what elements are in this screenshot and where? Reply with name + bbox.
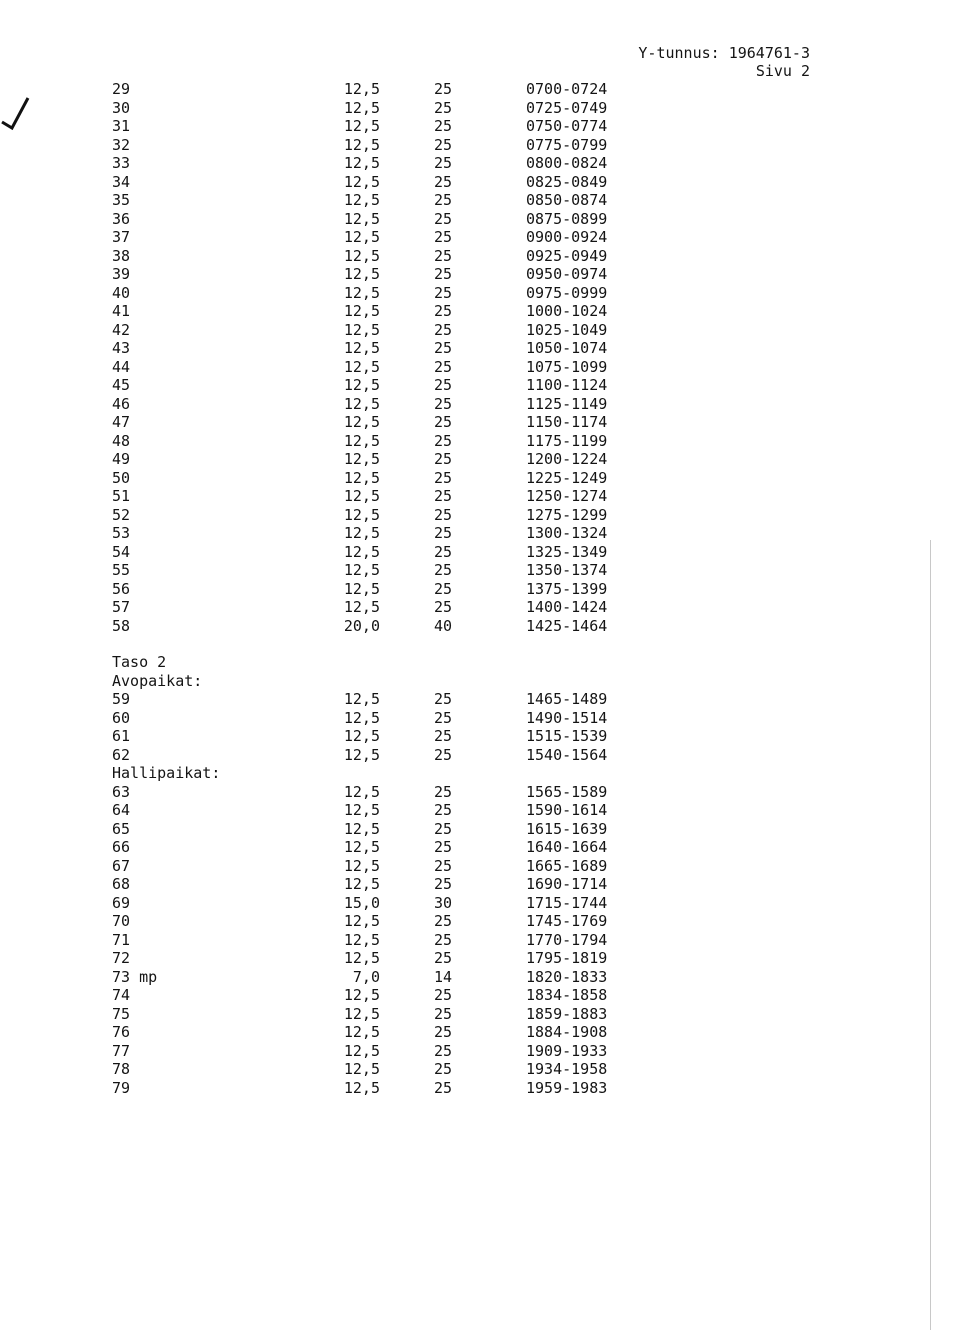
space-capacity: 25 [434,782,453,801]
space-number: 57 [112,598,131,616]
space-range: 1715-1744 [526,893,608,912]
space-capacity: 25 [434,542,453,561]
space-range: 1959-1983 [526,1078,608,1097]
table-row [112,450,672,469]
table-row [112,173,672,192]
space-capacity: 25 [434,135,453,154]
space-size: 12,5 [343,856,380,875]
space-number: 62 [112,745,131,764]
space-capacity: 25 [434,1078,453,1097]
space-number: 67 [112,856,131,875]
space-size: 12,5 [343,135,380,154]
space-capacity: 25 [434,117,453,135]
space-size: 12,5 [343,949,380,967]
space-number: 77 [112,1041,131,1060]
space-size: 12,5 [343,431,380,450]
space-number: 53 [112,524,131,542]
space-range: 1745-1769 [526,912,608,930]
table-row [112,99,672,118]
space-number: 64 [112,801,131,819]
space-capacity: 25 [434,690,453,708]
table-row [112,284,672,303]
space-capacity: 25 [434,468,453,487]
table-row [112,136,672,155]
table-row [112,1042,672,1061]
space-size: 12,5 [343,875,380,893]
space-size: 12,5 [343,209,380,228]
space-number: 73 mp [112,967,158,986]
space-range: 1640-1664 [526,838,608,856]
scan-edge-line [930,540,931,1330]
table-row [112,690,672,709]
space-capacity: 25 [434,376,453,394]
business-id: Y-tunnus: 1964761-3 [638,44,810,62]
open-spaces-label: Avopaikat: [112,671,203,690]
space-range: 1515-1539 [526,727,608,745]
space-size: 7,0 [352,967,380,986]
space-number: 45 [112,376,131,394]
space-number: 54 [112,542,131,561]
space-range: 1565-1589 [526,782,608,801]
space-number: 33 [112,154,131,172]
space-capacity: 25 [434,431,453,450]
space-capacity: 25 [434,265,453,283]
space-number: 76 [112,1023,131,1041]
space-size: 12,5 [343,80,380,98]
space-size: 12,5 [343,339,380,357]
check-mark-icon [0,92,30,132]
space-range: 0825-0849 [526,172,608,191]
space-size: 12,5 [343,1078,380,1097]
table-row [112,801,672,820]
space-range: 1350-1374 [526,561,608,579]
space-size: 12,5 [343,394,380,413]
space-capacity: 25 [434,283,453,302]
space-number: 79 [112,1078,131,1097]
space-number: 50 [112,468,131,487]
space-size: 12,5 [343,782,380,801]
space-number: 51 [112,487,131,505]
table-row [112,265,672,284]
table-row [112,727,672,746]
table-row [112,469,672,488]
space-size: 12,5 [343,1060,380,1078]
space-range: 1465-1489 [526,690,608,708]
space-size: 12,5 [343,1023,380,1041]
space-size: 12,5 [343,98,380,117]
table-row [112,561,672,580]
space-capacity: 25 [434,209,453,228]
space-size: 12,5 [343,598,380,616]
space-number: 43 [112,339,131,357]
space-number: 65 [112,819,131,838]
table-row [112,358,672,377]
space-range: 1820-1833 [526,967,608,986]
table-row [112,154,672,173]
space-range: 1100-1124 [526,376,608,394]
space-range: 0850-0874 [526,191,608,209]
table-row [112,1060,672,1079]
space-range: 1425-1464 [526,616,608,635]
space-size: 12,5 [343,912,380,930]
space-size: 12,5 [343,172,380,191]
page-header [638,44,810,80]
space-number: 30 [112,98,131,117]
table-row [112,709,672,728]
space-range: 0950-0974 [526,265,608,283]
space-range: 0750-0774 [526,117,608,135]
space-range: 0725-0749 [526,98,608,117]
table-row [112,986,672,1005]
space-capacity: 25 [434,450,453,468]
space-range: 1590-1614 [526,801,608,819]
table-row [112,598,672,617]
table-row [112,1005,672,1024]
space-range: 1859-1883 [526,1004,608,1023]
table-row [112,838,672,857]
space-size: 12,5 [343,487,380,505]
table-row [112,191,672,210]
space-range: 0800-0824 [526,154,608,172]
space-range: 1000-1024 [526,302,608,320]
space-number: 66 [112,838,131,856]
space-capacity: 25 [434,154,453,172]
space-range: 0900-0924 [526,228,608,246]
space-number: 55 [112,561,131,579]
space-range: 1400-1424 [526,598,608,616]
space-number: 75 [112,1004,131,1023]
page-number: Sivu 2 [755,62,810,80]
table-row [112,321,672,340]
space-range: 1225-1249 [526,468,608,487]
space-size: 12,5 [343,579,380,598]
space-capacity: 25 [434,487,453,505]
space-number: 32 [112,135,131,154]
table-row [112,228,672,247]
table-row [112,117,672,136]
space-capacity: 25 [434,930,453,949]
table-row [112,746,672,765]
space-number: 37 [112,228,131,246]
table-row [112,395,672,414]
table-row [112,912,672,931]
table-row [112,80,672,99]
table-row [112,968,672,987]
table-row [112,949,672,968]
space-capacity: 25 [434,191,453,209]
space-capacity: 14 [434,967,453,986]
space-size: 12,5 [343,228,380,246]
space-size: 12,5 [343,357,380,376]
space-number: 71 [112,930,131,949]
space-size: 12,5 [343,690,380,708]
space-size: 12,5 [343,542,380,561]
space-range: 1375-1399 [526,579,608,598]
space-size: 12,5 [343,320,380,339]
space-range: 1275-1299 [526,505,608,524]
table-row [112,247,672,266]
space-capacity: 25 [434,875,453,893]
space-capacity: 25 [434,579,453,598]
space-size: 12,5 [343,154,380,172]
space-range: 1770-1794 [526,930,608,949]
space-size: 12,5 [343,265,380,283]
space-capacity: 25 [434,801,453,819]
space-size: 12,5 [343,727,380,745]
space-number: 52 [112,505,131,524]
space-size: 12,5 [343,117,380,135]
space-number: 60 [112,708,131,727]
space-number: 47 [112,413,131,431]
space-range: 0700-0724 [526,80,608,98]
table-row [112,432,672,451]
space-capacity: 25 [434,246,453,265]
space-capacity: 25 [434,838,453,856]
space-size: 12,5 [343,819,380,838]
space-range: 1200-1224 [526,450,608,468]
space-number: 38 [112,246,131,265]
space-capacity: 25 [434,986,453,1004]
space-range: 1909-1933 [526,1041,608,1060]
space-capacity: 25 [434,172,453,191]
table-row [112,894,672,913]
space-number: 63 [112,782,131,801]
space-size: 12,5 [343,1041,380,1060]
space-range: 1300-1324 [526,524,608,542]
space-number: 68 [112,875,131,893]
space-capacity: 25 [434,357,453,376]
parking-table [112,80,672,1097]
table-row [112,857,672,876]
space-size: 12,5 [343,450,380,468]
space-range: 1025-1049 [526,320,608,339]
table-row [112,1023,672,1042]
table-row [112,783,672,802]
table-row [112,580,672,599]
space-number: 56 [112,579,131,598]
space-capacity: 25 [434,524,453,542]
space-number: 36 [112,209,131,228]
space-range: 1175-1199 [526,431,608,450]
space-size: 12,5 [343,246,380,265]
space-capacity: 25 [434,228,453,246]
space-size: 15,0 [343,893,380,912]
space-range: 1884-1908 [526,1023,608,1041]
space-size: 12,5 [343,468,380,487]
space-size: 12,5 [343,413,380,431]
table-row [112,820,672,839]
space-number: 40 [112,283,131,302]
space-capacity: 25 [434,819,453,838]
space-size: 12,5 [343,505,380,524]
space-number: 61 [112,727,131,745]
space-range: 1795-1819 [526,949,608,967]
space-size: 12,5 [343,838,380,856]
space-size: 12,5 [343,561,380,579]
block-1-rows [112,80,672,635]
space-number: 48 [112,431,131,450]
space-capacity: 25 [434,80,453,98]
space-capacity: 30 [434,893,453,912]
table-row [112,875,672,894]
table-row [112,506,672,525]
space-range: 1075-1099 [526,357,608,376]
space-range: 0925-0949 [526,246,608,265]
space-range: 1050-1074 [526,339,608,357]
space-number: 44 [112,357,131,376]
space-size: 12,5 [343,524,380,542]
space-size: 12,5 [343,745,380,764]
space-capacity: 25 [434,1023,453,1041]
space-size: 12,5 [343,708,380,727]
space-capacity: 25 [434,708,453,727]
space-size: 12,5 [343,283,380,302]
space-range: 1690-1714 [526,875,608,893]
space-capacity: 25 [434,561,453,579]
space-number: 58 [112,616,131,635]
space-number: 78 [112,1060,131,1078]
space-capacity: 25 [434,98,453,117]
space-capacity: 25 [434,1060,453,1078]
space-number: 41 [112,302,131,320]
space-size: 20,0 [343,616,380,635]
space-number: 59 [112,690,131,708]
space-capacity: 25 [434,394,453,413]
space-capacity: 25 [434,727,453,745]
space-number: 69 [112,893,131,912]
table-row [112,617,672,636]
table-row [112,302,672,321]
space-number: 74 [112,986,131,1004]
space-range: 1325-1349 [526,542,608,561]
hall-spaces-rows [112,783,672,1098]
space-number: 35 [112,191,131,209]
space-range: 0875-0899 [526,209,608,228]
table-row [112,339,672,358]
space-capacity: 25 [434,912,453,930]
table-row [112,487,672,506]
space-number: 34 [112,172,131,191]
space-capacity: 25 [434,302,453,320]
hall-spaces-label: Hallipaikat: [112,764,221,782]
table-row [112,543,672,562]
space-number: 31 [112,117,131,135]
space-capacity: 25 [434,505,453,524]
space-size: 12,5 [343,930,380,949]
space-capacity: 25 [434,1041,453,1060]
open-spaces-rows [112,690,672,764]
space-range: 1490-1514 [526,708,608,727]
space-capacity: 25 [434,745,453,764]
space-number: 70 [112,912,131,930]
table-row [112,210,672,229]
space-range: 1540-1564 [526,745,608,764]
space-capacity: 25 [434,598,453,616]
table-row [112,931,672,950]
space-capacity: 25 [434,1004,453,1023]
space-capacity: 25 [434,949,453,967]
space-range: 0775-0799 [526,135,608,154]
space-range: 1615-1639 [526,819,608,838]
space-size: 12,5 [343,302,380,320]
level-label: Taso 2 [112,653,167,671]
space-size: 12,5 [343,801,380,819]
table-row [112,1079,672,1098]
space-number: 72 [112,949,131,967]
space-range: 1250-1274 [526,487,608,505]
table-row [112,413,672,432]
space-number: 46 [112,394,131,413]
space-range: 1934-1958 [526,1060,608,1078]
space-range: 1125-1149 [526,394,608,413]
space-capacity: 25 [434,320,453,339]
space-size: 12,5 [343,376,380,394]
table-row [112,376,672,395]
space-range: 1665-1689 [526,856,608,875]
space-capacity: 40 [434,616,453,635]
space-size: 12,5 [343,986,380,1004]
space-size: 12,5 [343,191,380,209]
space-range: 0975-0999 [526,283,608,302]
space-range: 1150-1174 [526,413,608,431]
space-capacity: 25 [434,413,453,431]
space-number: 29 [112,80,131,98]
table-row [112,524,672,543]
space-number: 49 [112,450,131,468]
space-capacity: 25 [434,856,453,875]
space-size: 12,5 [343,1004,380,1023]
space-number: 39 [112,265,131,283]
space-number: 42 [112,320,131,339]
space-range: 1834-1858 [526,986,608,1004]
space-capacity: 25 [434,339,453,357]
